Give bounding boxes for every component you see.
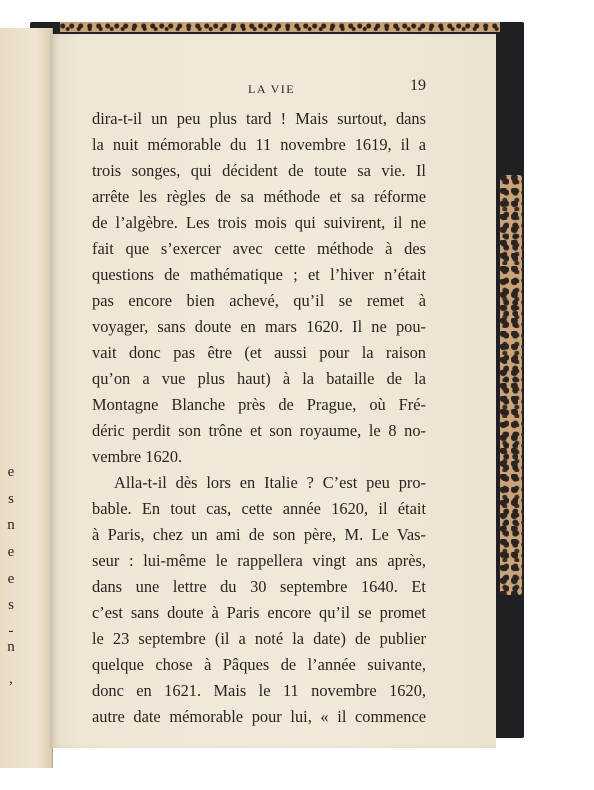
- text-line: voyager, sans doute en mars 1620. Il ne pou-: [92, 317, 426, 336]
- text-line: c’est sans doute à Paris encore qu’il se promet: [92, 603, 426, 622]
- text-line: bable. En tout cas, cette année 1620, il était: [92, 499, 426, 518]
- text-line: donc en 1621. Mais le 11 novembre 1620,: [92, 681, 426, 700]
- text-line: à Paris, chez un ami de son père, M. Le Vas-: [92, 525, 426, 544]
- text-line: dira-t-il un peu plus tard ! Mais surtout, dans: [92, 109, 426, 128]
- left-page-fragment: ,: [9, 671, 13, 687]
- marbled-edge-side: [500, 175, 522, 595]
- left-page-fragment: -: [8, 623, 14, 639]
- running-head: LA VIE: [248, 82, 296, 96]
- text-line: autre date mémorable pour lui, « il commence: [92, 707, 426, 726]
- text-line: de l’algèbre. Les trois mois qui suivirent, il ne: [92, 213, 426, 232]
- left-page-fragment: s: [8, 491, 14, 507]
- left-page-fragment: e: [7, 571, 15, 587]
- marbled-edge-top: [60, 22, 500, 32]
- text-line: déric perdit son trône et son royaume, le 8 no-: [92, 421, 426, 440]
- text-line: la nuit mémorable du 11 novembre 1619, il a: [92, 135, 426, 154]
- text-line: le 23 septembre (il a noté la date) de publier: [92, 629, 426, 648]
- text-line: seur : lui-même le rappellera vingt ans après,: [92, 551, 426, 570]
- text-line: questions de mathématique ; et l’hiver n’était: [92, 265, 426, 284]
- text-line: vembre 1620.: [92, 447, 183, 466]
- text-line: vait donc pas être (et aussi pour la raison: [92, 343, 426, 362]
- text-line: arrête les règles de sa méthode et sa réforme: [92, 187, 426, 206]
- text-line: Alla-t-il dès lors en Italie ? C’est peu pro-: [114, 473, 426, 492]
- left-page-fragment: n: [7, 639, 15, 655]
- left-page-fragment: e: [7, 544, 15, 560]
- text-line: qu’on a vue plus haut) à la bataille de la: [92, 369, 426, 388]
- body-text: [92, 106, 426, 730]
- text-line: dans une lettre du 30 septembre 1640. Et: [92, 577, 426, 596]
- left-page-fragment: e: [7, 464, 15, 480]
- left-facing-page: [0, 28, 53, 768]
- text-line: quelque chose à Pâques de l’année suivante,: [92, 655, 426, 674]
- text-line: Montagne Blanche près de Prague, où Fré-: [92, 395, 426, 414]
- text-line: trois songes, qui décident de toute sa vie. Il: [92, 161, 426, 180]
- left-page-fragment: s: [8, 597, 14, 613]
- left-page-fragment: n: [7, 517, 15, 533]
- text-line: fait que s’exercer avec cette méthode à des: [92, 239, 426, 258]
- text-line: pas encore bien achevé, qu’il se remet à: [92, 291, 426, 310]
- page-number: 19: [410, 77, 426, 94]
